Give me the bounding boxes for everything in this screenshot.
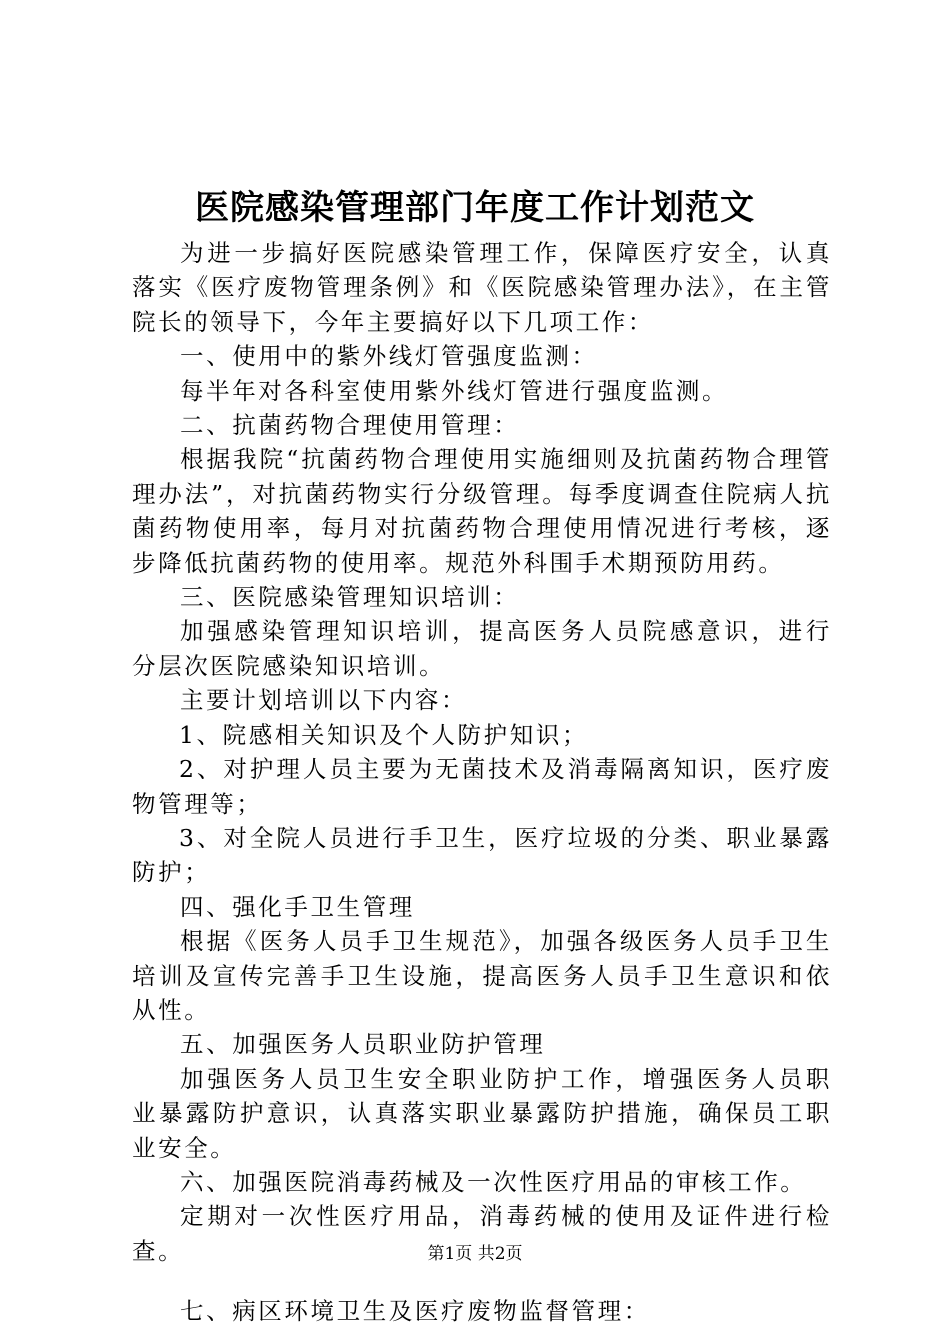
document-body [132,236,832,1329]
section-heading-disinfection: 六、加强医院消毒药械及一次性医疗用品的审核工作。 [180,1167,807,1196]
section-heading-uv-lamp: 一、使用中的紫外线灯管强度监测： [180,342,598,371]
list-item-training-3: 3、对全院人员进行手卫生，医疗垃圾的分类、职业暴露防护； [132,823,832,887]
document-title: 医院感染管理部门年度工作计划范文 [195,188,755,228]
paragraph-training: 加强感染管理知识培训，提高医务人员院感意识，进行分层次医院感染知识培训。 [132,617,832,680]
paragraph-training-content: 主要计划培训以下内容： [180,686,468,715]
list-item-training-1: 1、院感相关知识及个人防护知识； [179,720,589,749]
list-item-training-2: 2、对护理人员主要为无菌技术及消毒隔离知识，医疗废物管理等； [132,755,832,818]
paragraph-disinfection: 定期对一次性医疗用品，消毒药械的使用及证件进行检查。 [132,1202,832,1265]
paragraph-uv-lamp: 每半年对各科室使用紫外线灯管进行强度监测。 [180,376,729,405]
page-footer: 第1页 共2页 [427,1244,523,1264]
section-heading-training: 三、医院感染管理知识培训： [180,583,520,612]
section-heading-ward-environment: 七、病区环境卫生及医疗废物监督管理： [180,1297,650,1326]
paragraph-occupational-protection: 加强医务人员卫生安全职业防护工作，增强医务人员职业暴露防护意识，认真落实职业暴露防护措施，确保员工职业安全。 [132,1064,832,1162]
section-heading-occupational-protection: 五、加强医务人员职业防护管理 [180,1030,546,1059]
section-heading-antibiotics: 二、抗菌药物合理使用管理： [180,411,520,440]
paragraph-antibiotics: 根据我院“抗菌药物合理使用实施细则及抗菌药物合理管理办法”，对抗菌药物实行分级管理。每季度调查住院病人抗菌药物使用率，每月对抗菌药物合理使用情况进行考核，逐步降低抗菌药物的使用率。规范外科围手术期预防用药。 [132,445,832,577]
section-heading-hand-hygiene: 四、强化手卫生管理 [180,892,415,921]
paragraph-hand-hygiene: 根据《医务人员手卫生规范》，加强各级医务人员手卫生培训及宣传完善手卫生设施，提高医务人员手卫生意识和依从性。 [132,927,832,1024]
paragraph-intro: 为进一步搞好医院感染管理工作，保障医疗安全，认真落实《医疗废物管理条例》和《医院感染管理办法》，在主管院长的领导下，今年主要搞好以下几项工作： [132,239,832,336]
